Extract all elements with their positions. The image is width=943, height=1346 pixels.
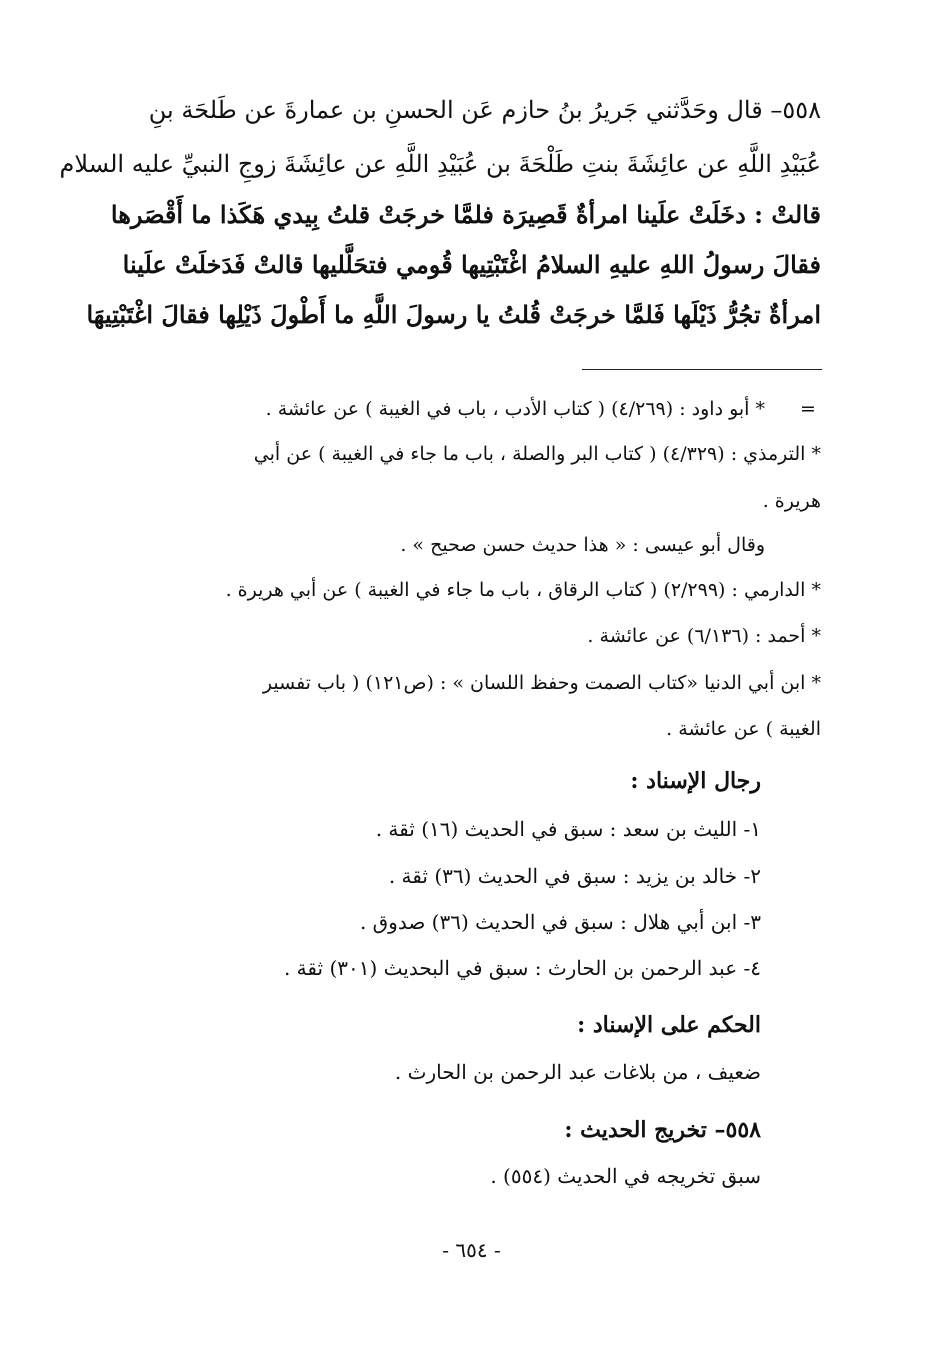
narrators-heading: رجال الإسناد : (630, 768, 761, 794)
footnote-continuation-marker: = (800, 398, 816, 420)
ruling-text: ضعيف ، من بلاغات عبد الرحمن بن الحارث . (394, 1060, 761, 1084)
takhrij-text: سبق تخريجه في الحديث (٥٥٤) . (490, 1164, 761, 1188)
narrator-item-3: ٣- ابن أبي هلال : سبق في الحديث (٣٦) صدوق . (359, 910, 761, 934)
hadith-line-1: ٥٥٨– قال وحَدَّثني جَريرُ بنُ حازم عَن الحسنِ بن عمارةَ عن طَلحَة بنِ (148, 96, 821, 124)
footnote-line-2: * الترمذي : (٤/٣٢٩) ( كتاب البر والصلة ، باب ما جاء في الغيبة ) عن أبي (253, 443, 821, 465)
hadith-line-4: فقالَ رسولُ اللهِ عليهِ السلامُ اغْتَبْتِيها قُومي فتحَلَّليها قالتْ فَدَخلَتْ علَينا (122, 250, 821, 279)
takhrij-heading: ٥٥٨– تخريج الحديث : (564, 1117, 761, 1143)
hadith-line-3: قالتْ : دخَلَتْ علَينا امرأةٌ قَصِيرَة فلمَّا خرجَتْ قلتُ بِيدي هَكَذا ما أَقْصَرها (110, 200, 821, 229)
footnote-line-7: * ابن أبي الدنيا «كتاب الصمت وحفظ اللسان » : (ص١٢١) ( باب تفسير (262, 672, 821, 694)
footnote-line-5: * الدارمي : (٢/٢٩٩) ( كتاب الرقاق ، باب ما جاء في الغيبة ) عن أبي هريرة . (225, 579, 821, 601)
footnote-divider (582, 369, 822, 370)
footnote-line-4: وقال أبو عيسى : « هذا حديث حسن صحيح » . (400, 534, 765, 556)
narrator-item-1: ١- الليث بن سعد : سبق في الحديث (١٦) ثقة . (375, 817, 761, 841)
hadith-line-5: امرأةٌ تجُرُّ ذَيْلَها فَلمَّا خرجَتْ قُلتُ يا رسولَ اللَّهِ ما أَطْولَ ذَيْلِها فقالَ اغْتَبْتِيهَا (86, 300, 821, 329)
footnote-line-1: * أبو داود : (٤/٢٦٩) ( كتاب الأدب ، باب في الغيبة ) عن عائشة . (265, 398, 765, 420)
narrator-item-4: ٤- عبد الرحمن بن الحارث : سبق في البحديث (٣٠١) ثقة . (283, 956, 761, 980)
hadith-line-2: عُبَيْدِ اللَّهِ عن عائِشَةَ بنتِ طَلْحَةَ بن عُبَيْدِ اللَّهِ عن عائِشَةَ زوجِ النبيِّ عليه السلام (59, 150, 821, 178)
ruling-heading: الحكم على الإسناد : (577, 1012, 761, 1038)
footnote-line-3: هريرة . (762, 490, 821, 512)
page-number: - ٦٥٤ - (442, 1238, 501, 1262)
narrator-item-2: ٢- خالد بن يزيد : سبق في الحديث (٣٦) ثقة . (388, 864, 761, 888)
footnote-line-8: الغيبة ) عن عائشة . (666, 718, 821, 740)
footnote-line-6: * أحمد : (٦/١٣٦) عن عائشة . (587, 625, 821, 647)
